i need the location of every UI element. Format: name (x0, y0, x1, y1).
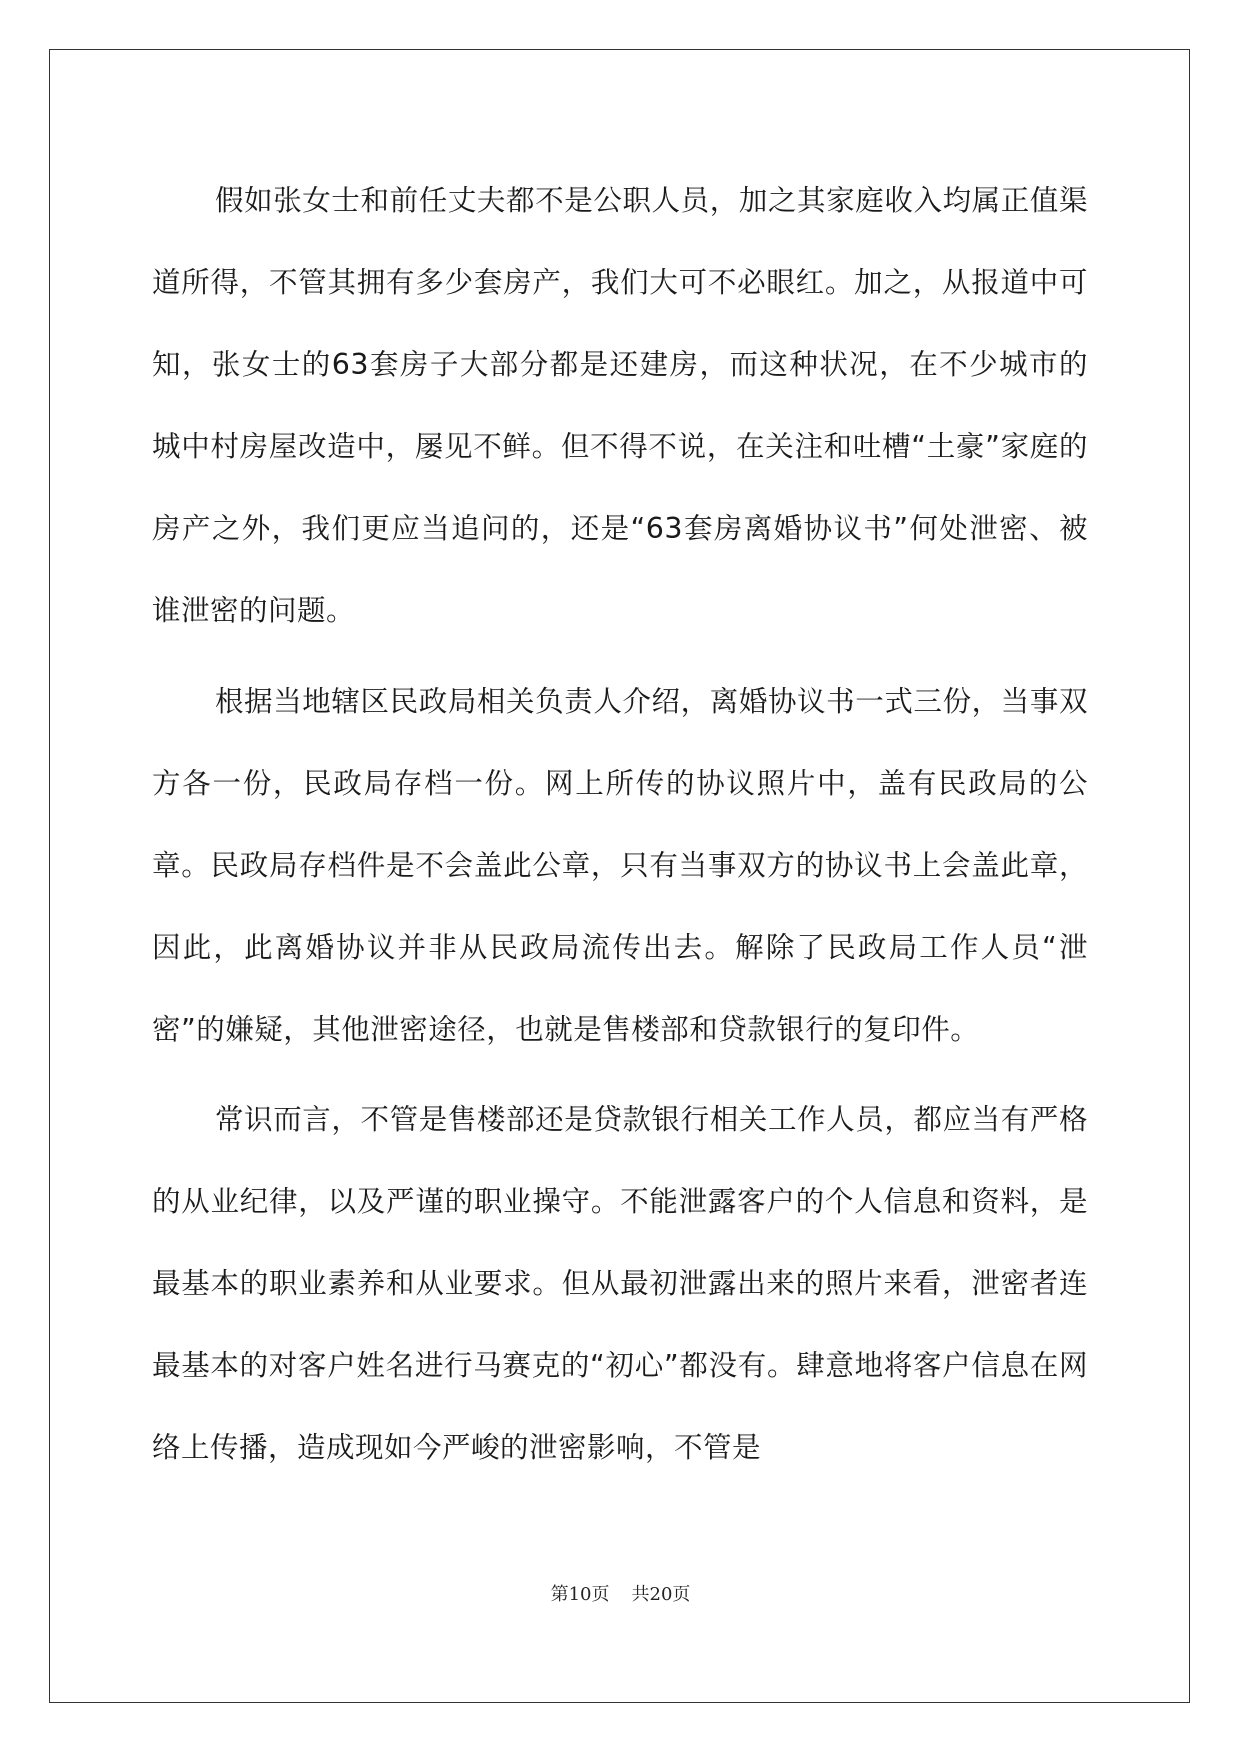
paragraph: 假如张女士和前任丈夫都不是公职人员，加之其家庭收入均属正值渠道所得，不管其拥有多少套房产，我们大可不必眼红。加之，从报道中可知，张女士的63套房子大部分都是还建房，而这种状况，在不少城市的城中村房屋改造中，屡见不鲜。但不得不说，在关注和吐槽“土豪”家庭的房产之外，我们更应当追问的，还是“63套房离婚协议书”何处泄密、被谁泄密的问题。 (152, 184, 1088, 627)
total-page-count: 共20页 (631, 1584, 691, 1605)
paragraph: 根据当地辖区民政局相关负责人介绍，离婚协议书一式三份，当事双方各一份，民政局存档一份。网上所传的协议照片中，盖有民政局的公章。民政局存档件是不会盖此公章，只有当事双方的协议书上会盖此章，因此，此离婚协议并非从民政局流传出去。解除了民政局工作人员“泄密”的嫌疑，其他泄密途径，也就是售楼部和贷款银行的复印件。 (152, 685, 1088, 1046)
page-footer (0, 1580, 1241, 1606)
paragraph: 常识而言，不管是售楼部还是贷款银行相关工作人员，都应当有严格的从业纪律，以及严谨的职业操守。不能泄露客户的个人信息和资料，是最基本的职业素养和从业要求。但从最初泄露出来的照片来看，泄密者连最基本的对客户姓名进行马赛克的“初心”都没有。肆意地将客户信息在网络上传播，造成现如今严峻的泄密影响，不管是 (152, 1103, 1088, 1464)
current-page-number: 第10页 (550, 1584, 610, 1605)
document-body (152, 160, 1088, 1489)
